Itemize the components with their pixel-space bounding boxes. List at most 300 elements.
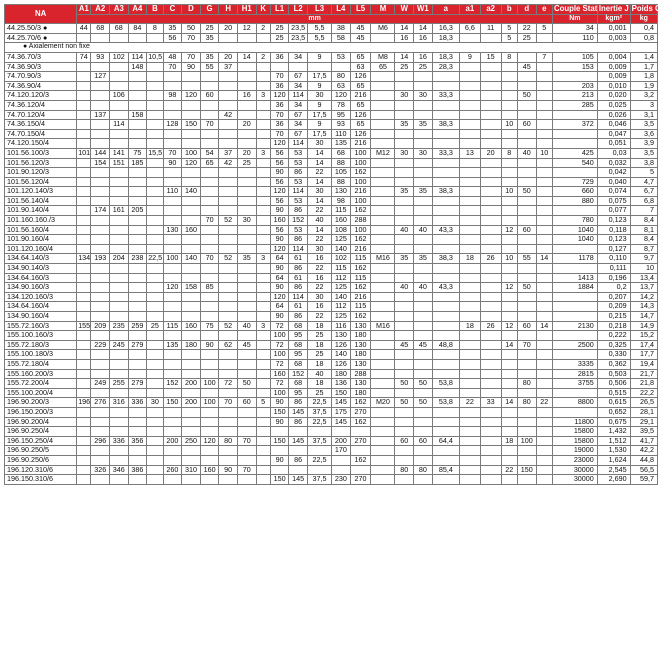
value-cell: 229 <box>91 340 110 350</box>
value-cell <box>270 427 289 437</box>
value-cell: 22 <box>307 206 331 216</box>
value-cell: 30 <box>307 292 331 302</box>
value-cell <box>517 407 536 417</box>
value-cell <box>371 235 395 245</box>
value-cell <box>536 81 552 91</box>
value-cell: 114 <box>128 52 147 62</box>
value-cell: 260 <box>163 465 182 475</box>
value-cell <box>460 417 481 427</box>
value-cell <box>147 436 163 446</box>
value-cell <box>371 407 395 417</box>
value-cell <box>110 100 129 110</box>
value-cell <box>395 292 414 302</box>
value-cell: 100 <box>200 398 219 408</box>
value-cell <box>77 235 91 245</box>
value-cell <box>414 302 433 312</box>
value-cell <box>501 379 517 389</box>
value-cell: 35 <box>395 187 414 197</box>
value-cell <box>371 292 395 302</box>
value-cell: 105 <box>332 168 351 178</box>
value-cell: 56 <box>270 158 289 168</box>
value-cell <box>395 264 414 274</box>
value-cell <box>256 206 270 216</box>
value-cell: 38,3 <box>432 254 459 264</box>
value-cell <box>200 417 219 427</box>
value-cell <box>256 187 270 197</box>
table-row <box>5 417 658 427</box>
value-cell <box>256 225 270 235</box>
value-cell <box>237 312 256 322</box>
value-cell: 25 <box>395 62 414 72</box>
table-row <box>5 321 658 331</box>
value-cell: 130 <box>332 187 351 197</box>
coupling-specification-table <box>4 4 662 485</box>
value-cell: 102 <box>332 254 351 264</box>
value-cell <box>517 312 536 322</box>
value-cell: 145 <box>332 398 351 408</box>
value-cell <box>77 446 91 456</box>
value-cell <box>256 264 270 274</box>
value-cell: 158 <box>182 283 201 293</box>
value-cell <box>128 120 147 130</box>
value-cell: 100 <box>270 331 289 341</box>
value-cell: 8,4 <box>630 235 657 245</box>
value-cell: 7 <box>536 52 552 62</box>
value-cell <box>480 33 501 43</box>
column-header-1: A1 <box>77 5 91 15</box>
value-cell: 386 <box>128 465 147 475</box>
value-cell: 116 <box>332 321 351 331</box>
model-code-cell: 101.90.160/4 <box>5 235 77 245</box>
value-cell: 9 <box>307 100 331 110</box>
value-cell <box>237 331 256 341</box>
value-cell <box>147 120 163 130</box>
value-cell: 61 <box>289 302 308 312</box>
value-cell <box>91 139 110 149</box>
value-cell <box>256 359 270 369</box>
value-cell <box>237 264 256 274</box>
value-cell: 14,7 <box>630 312 657 322</box>
value-cell: 0,215 <box>597 312 630 322</box>
value-cell: 36 <box>270 100 289 110</box>
value-cell <box>110 446 129 456</box>
value-cell: 90 <box>270 398 289 408</box>
table-row <box>5 427 658 437</box>
value-cell: 90 <box>270 235 289 245</box>
value-cell <box>256 427 270 437</box>
units-inertie: kgm² <box>597 14 630 24</box>
value-cell: M20 <box>371 398 395 408</box>
value-cell <box>460 331 481 341</box>
value-cell <box>147 206 163 216</box>
value-cell <box>432 216 459 226</box>
model-code-cell: 74.36.120/4 <box>5 100 77 110</box>
table-row <box>5 177 658 187</box>
value-cell: 0,123 <box>597 216 630 226</box>
value-cell: 0,506 <box>597 379 630 389</box>
value-cell: 38 <box>332 24 351 34</box>
value-cell <box>256 369 270 379</box>
value-cell: 0,209 <box>597 302 630 312</box>
value-cell: 18 <box>307 340 331 350</box>
value-cell <box>147 158 163 168</box>
value-cell <box>147 235 163 245</box>
model-code-cell: 155.72.200/4 <box>5 379 77 389</box>
value-cell <box>256 475 270 485</box>
value-cell: 0,615 <box>597 398 630 408</box>
value-cell: 40 <box>395 283 414 293</box>
value-cell: 130 <box>350 379 371 389</box>
value-cell <box>147 62 163 72</box>
value-cell: 0,362 <box>597 359 630 369</box>
value-cell <box>77 129 91 139</box>
value-cell: 40 <box>414 225 433 235</box>
value-cell: 80 <box>517 398 536 408</box>
column-header-20: a <box>432 5 459 15</box>
value-cell <box>237 273 256 283</box>
value-cell <box>414 321 433 331</box>
value-cell: 80 <box>517 379 536 389</box>
value-cell <box>128 225 147 235</box>
value-cell <box>517 196 536 206</box>
model-code-cell: 196.90.250/5 <box>5 446 77 456</box>
model-code-cell: 101.56.120/3 <box>5 158 77 168</box>
value-cell: 90 <box>163 158 182 168</box>
value-cell: 140 <box>182 187 201 197</box>
value-cell: 68 <box>332 148 351 158</box>
value-cell: 153 <box>552 62 597 72</box>
value-cell: 40 <box>395 225 414 235</box>
value-cell: 15,5 <box>148 147 163 157</box>
value-cell: 5,5 <box>307 24 331 34</box>
value-cell <box>256 235 270 245</box>
value-cell: 161 <box>110 206 129 216</box>
value-cell: 61 <box>289 254 308 264</box>
value-cell: 30 <box>414 148 433 158</box>
value-cell <box>501 292 517 302</box>
value-cell: 114 <box>289 139 308 149</box>
table-row <box>5 120 658 130</box>
value-cell <box>128 302 147 312</box>
value-cell: 120 <box>270 139 289 149</box>
value-cell: 2,690 <box>597 475 630 485</box>
value-cell <box>480 139 501 149</box>
value-cell <box>77 283 91 293</box>
value-cell <box>91 407 110 417</box>
value-cell: 59,7 <box>630 475 657 485</box>
value-cell <box>536 235 552 245</box>
table-row <box>5 235 658 245</box>
value-cell <box>200 407 219 417</box>
value-cell: 6,7 <box>630 187 657 197</box>
model-code-cell: 101.120.140/3 <box>5 187 77 197</box>
value-cell: 0,051 <box>597 139 630 149</box>
value-cell: 36 <box>270 120 289 130</box>
value-cell: 130 <box>350 359 371 369</box>
value-cell: 53,8 <box>432 379 459 389</box>
value-cell: 39,5 <box>630 427 657 437</box>
value-cell: 70 <box>182 33 201 43</box>
value-cell <box>147 129 163 139</box>
value-cell <box>147 465 163 475</box>
value-cell: 0,330 <box>597 350 630 360</box>
value-cell <box>200 359 219 369</box>
value-cell: 0,325 <box>597 340 630 350</box>
value-cell: 259 <box>128 321 147 331</box>
value-cell: 141 <box>110 148 129 158</box>
value-cell <box>460 446 481 456</box>
value-cell <box>480 100 501 110</box>
value-cell <box>395 350 414 360</box>
value-cell <box>395 206 414 216</box>
value-cell: 16,3 <box>432 24 459 34</box>
value-cell <box>552 129 597 139</box>
value-cell: 64 <box>270 254 289 264</box>
value-cell <box>480 206 501 216</box>
value-cell: 0,001 <box>597 24 630 34</box>
value-cell <box>480 62 501 72</box>
value-cell <box>432 417 459 427</box>
value-cell <box>91 359 110 369</box>
value-cell <box>110 331 129 341</box>
value-cell <box>147 168 163 178</box>
table-row <box>5 254 658 264</box>
value-cell <box>536 216 552 226</box>
value-cell <box>147 369 163 379</box>
value-cell <box>460 283 481 293</box>
value-cell: 80 <box>414 465 433 475</box>
value-cell <box>395 129 414 139</box>
value-cell <box>163 417 182 427</box>
value-cell <box>501 206 517 216</box>
value-cell <box>480 120 501 130</box>
value-cell <box>77 331 91 341</box>
value-cell: 95 <box>289 331 308 341</box>
value-cell <box>517 350 536 360</box>
value-cell <box>371 340 395 350</box>
value-cell <box>237 33 256 43</box>
value-cell: 17,4 <box>630 340 657 350</box>
value-cell: 100 <box>182 148 201 158</box>
value-cell: 60 <box>200 91 219 101</box>
value-cell <box>460 120 481 130</box>
value-cell <box>147 91 163 101</box>
column-header-18: W <box>395 5 414 15</box>
value-cell: 0,003 <box>597 33 630 43</box>
value-cell <box>200 331 219 341</box>
value-cell <box>536 91 552 101</box>
value-cell <box>219 455 238 465</box>
value-cell <box>77 91 91 101</box>
value-cell <box>501 81 517 91</box>
value-cell <box>219 225 238 235</box>
value-cell <box>147 359 163 369</box>
value-cell: 160 <box>332 216 351 226</box>
value-cell <box>200 196 219 206</box>
value-cell: 112 <box>332 302 351 312</box>
value-cell <box>432 100 459 110</box>
value-cell <box>147 187 163 197</box>
value-cell <box>414 139 433 149</box>
value-cell <box>501 417 517 427</box>
value-cell <box>414 196 433 206</box>
value-cell: 90 <box>270 206 289 216</box>
value-cell: 18 <box>460 321 481 331</box>
value-cell: 115 <box>332 206 351 216</box>
value-cell <box>200 168 219 178</box>
table-row <box>5 216 658 226</box>
value-cell: 160 <box>270 216 289 226</box>
value-cell <box>91 350 110 360</box>
value-cell: 114 <box>289 91 308 101</box>
value-cell <box>460 216 481 226</box>
value-cell: 70 <box>237 436 256 446</box>
value-cell <box>460 312 481 322</box>
value-cell: 158 <box>128 110 147 120</box>
value-cell <box>200 350 219 360</box>
value-cell <box>501 129 517 139</box>
value-cell: 120 <box>270 292 289 302</box>
value-cell: 3 <box>256 148 270 158</box>
value-cell: 20 <box>237 120 256 130</box>
value-cell: 25 <box>270 33 289 43</box>
value-cell: 48 <box>163 52 182 62</box>
value-cell: 90 <box>270 417 289 427</box>
value-cell: 3 <box>256 321 270 331</box>
value-cell <box>182 302 201 312</box>
value-cell <box>110 216 129 226</box>
value-cell: 276 <box>91 398 110 408</box>
value-cell <box>163 475 182 485</box>
table-row <box>5 475 658 485</box>
value-cell: 54 <box>200 148 219 158</box>
value-cell: 2130 <box>552 321 597 331</box>
value-cell: 86 <box>289 264 308 274</box>
value-cell: 38,3 <box>432 187 459 197</box>
value-cell <box>182 350 201 360</box>
value-cell <box>432 139 459 149</box>
value-cell: 33,3 <box>432 148 459 158</box>
value-cell <box>371 379 395 389</box>
value-cell: 115 <box>350 273 371 283</box>
value-cell: 18 <box>501 436 517 446</box>
value-cell <box>536 340 552 350</box>
value-cell: 14 <box>237 52 256 62</box>
value-cell <box>256 100 270 110</box>
value-cell <box>350 427 371 437</box>
value-cell <box>480 129 501 139</box>
value-cell <box>414 206 433 216</box>
model-code-cell: 101.56.100/3 <box>5 148 77 158</box>
value-cell <box>219 283 238 293</box>
value-cell <box>395 475 414 485</box>
value-cell: 5 <box>256 398 270 408</box>
value-cell <box>371 264 395 274</box>
value-cell: 50 <box>237 379 256 389</box>
value-cell <box>200 72 219 82</box>
value-cell <box>256 168 270 178</box>
value-cell <box>480 196 501 206</box>
table-row <box>5 100 658 110</box>
value-cell: 160 <box>200 465 219 475</box>
value-cell: 25 <box>307 331 331 341</box>
value-cell <box>480 273 501 283</box>
value-cell <box>371 475 395 485</box>
value-cell <box>256 120 270 130</box>
value-cell <box>256 446 270 456</box>
value-cell: 22,5 <box>307 417 331 427</box>
value-cell <box>460 465 481 475</box>
value-cell <box>256 436 270 446</box>
value-cell <box>237 139 256 149</box>
value-cell <box>480 216 501 226</box>
value-cell <box>256 407 270 417</box>
value-cell: 126 <box>350 72 371 82</box>
value-cell: 65 <box>350 52 371 62</box>
value-cell <box>460 379 481 389</box>
value-cell: 33,3 <box>432 91 459 101</box>
value-cell: 136 <box>332 379 351 389</box>
value-cell <box>182 292 201 302</box>
value-cell: 40 <box>307 216 331 226</box>
value-cell <box>256 139 270 149</box>
value-cell: 0,675 <box>597 417 630 427</box>
value-cell: 126 <box>350 110 371 120</box>
value-cell <box>536 475 552 485</box>
value-cell: 45 <box>237 340 256 350</box>
value-cell: 346 <box>110 465 129 475</box>
value-cell: 35 <box>395 254 414 264</box>
value-cell: 144 <box>91 148 110 158</box>
value-cell <box>128 235 147 245</box>
value-cell: 40 <box>414 283 433 293</box>
value-cell: 8 <box>501 148 517 158</box>
value-cell <box>200 427 219 437</box>
value-cell: 70 <box>200 216 219 226</box>
value-cell: 40 <box>307 369 331 379</box>
value-cell: 0,010 <box>597 81 630 91</box>
value-cell <box>552 292 597 302</box>
value-cell: 37,5 <box>307 475 331 485</box>
value-cell <box>110 292 129 302</box>
table-row <box>5 24 658 34</box>
value-cell <box>480 340 501 350</box>
value-cell: 105 <box>552 52 597 62</box>
value-cell: M8 <box>371 52 395 62</box>
value-cell <box>395 139 414 149</box>
value-cell: 235 <box>110 321 129 331</box>
value-cell <box>77 177 91 187</box>
value-cell: 174 <box>91 206 110 216</box>
value-cell <box>77 312 91 322</box>
table-row <box>5 340 658 350</box>
value-cell <box>147 475 163 485</box>
value-cell <box>237 177 256 187</box>
value-cell <box>371 436 395 446</box>
value-cell <box>237 446 256 456</box>
value-cell <box>536 283 552 293</box>
value-cell: 86 <box>289 235 308 245</box>
value-cell: 20 <box>480 148 501 158</box>
value-cell <box>395 407 414 417</box>
value-cell: 22 <box>307 235 331 245</box>
value-cell: 204 <box>110 254 129 264</box>
value-cell: 6,8 <box>630 196 657 206</box>
value-cell <box>501 139 517 149</box>
value-cell <box>517 139 536 149</box>
value-cell: 28,1 <box>630 407 657 417</box>
value-cell <box>256 129 270 139</box>
